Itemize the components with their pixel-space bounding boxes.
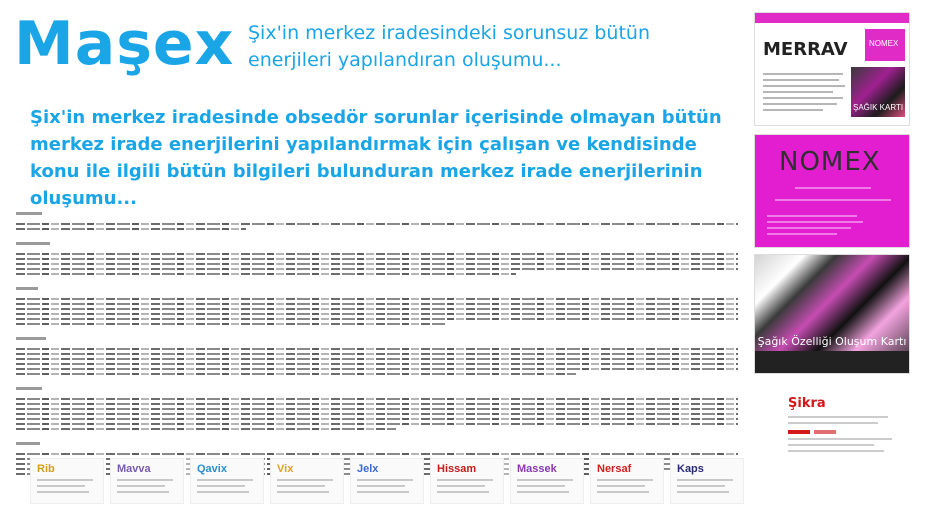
logo-card[interactable] xyxy=(350,458,424,504)
logo-card-label: Qavix xyxy=(197,463,227,475)
merrav-card-image-label: ŞAĞIK KARTI xyxy=(853,103,904,112)
merrav-header-bar xyxy=(755,13,909,23)
logo-card[interactable] xyxy=(30,458,104,504)
nomex-thumbnail[interactable] xyxy=(754,134,910,248)
related-logos-strip xyxy=(30,458,750,508)
merrav-title: MERRAV xyxy=(763,39,848,60)
page-tagline: Şix'in merkez iradesindeki sorunsuz bütün enerjileri yapılandıran oluşumu... xyxy=(248,22,650,71)
nomex-title: NOMEX xyxy=(779,147,881,177)
page-description: Şix'in merkez iradesinde obsedör sorunlar içerisinde olmayan bütün merkez irade enerjilerini yapılandırmak için çalışan ve kendisinde konu ile ilgili bütün bilgileri bulunduran merkez irade enerjilerinin oluşumu... xyxy=(30,107,722,209)
logo-card-label: Rib xyxy=(37,463,55,475)
section-heading xyxy=(16,337,738,345)
site-logo[interactable]: Maşex xyxy=(14,9,235,79)
section-heading xyxy=(16,212,738,220)
article-body xyxy=(16,210,738,480)
logo-card[interactable] xyxy=(590,458,664,504)
nomex-badge xyxy=(865,29,905,61)
logo-card[interactable] xyxy=(190,458,264,504)
section-heading xyxy=(16,287,738,295)
sikra-thumbnail[interactable] xyxy=(780,392,908,462)
logo-card-label: Jelx xyxy=(357,463,379,475)
logo-card-label: Nersaf xyxy=(597,463,632,475)
logo-card[interactable] xyxy=(430,458,504,504)
sagik-card-footer xyxy=(755,351,909,373)
logo-card-label: Vix xyxy=(277,463,294,475)
logo-card[interactable] xyxy=(510,458,584,504)
section-heading xyxy=(16,442,738,450)
sagik-card-thumbnail[interactable] xyxy=(754,254,910,374)
logo-card-label: Massek xyxy=(517,463,557,475)
logo-card[interactable] xyxy=(670,458,744,504)
sagik-card-title: Şağık Özelliği Oluşum Kartı xyxy=(757,335,907,348)
merrav-card-image xyxy=(851,67,905,117)
section-heading xyxy=(16,242,738,250)
logo-card-label: Kaps xyxy=(677,463,704,475)
logo-card[interactable] xyxy=(110,458,184,504)
nomex-badge-label: NOMEX xyxy=(869,39,899,48)
logo-card-label: Hissam xyxy=(437,463,477,475)
merrav-thumbnail[interactable] xyxy=(754,12,910,126)
logo-card-label: Mavva xyxy=(117,463,151,475)
logo-card[interactable] xyxy=(270,458,344,504)
sikra-title: Şikra xyxy=(788,396,826,411)
section-heading xyxy=(16,387,738,395)
